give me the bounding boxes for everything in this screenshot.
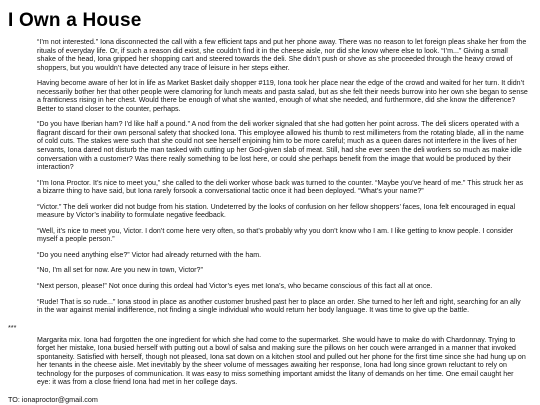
paragraph: “Rude! That is so rude...” Iona stood in place as another customer brushed past her to place an order. She turned to her left and right, searching for an ally in the war against menial indifference, not finding a single individual who would return her body language. It was time to give up the battle. xyxy=(37,298,521,315)
email-to-line: TO: ionaproctor@gmail.com xyxy=(8,394,98,404)
paragraph: “Victor.” The deli worker did not budge from his station. Undeterred by the looks of confusion on her fellow shoppers’ faces, Iona felt encouraged in equal measure by Victor’s inability to formulate negative feedback. xyxy=(37,203,516,220)
document-body xyxy=(8,39,532,404)
paragraph: Having become aware of her lot in life as Market Basket daily shopper #119, Iona took her place near the edge of the crowd and waited for her turn. It didn’t necessarily bother her that other people were clamoring for lunch meats and pasta salad, but as she felt their needs burrow into her own she began to sense a franticness rising in her chest. Would there be enough of what she wanted, enough of what she needed, and furthermore, did she know the difference? Better to stand closer to the counter, perhaps. xyxy=(37,80,528,113)
paragraph: “Well, it’s nice to meet you, Victor. I don’t come here very often, so that’s probably why you don’t know who I am. I like getting to know people. I consider myself a people person.” xyxy=(37,227,514,244)
section-separator: *** xyxy=(8,322,17,332)
paragraph: Margarita mix. Iona had forgotten the one ingredient for which she had come to the supermarket. She would have to make do with Chardonnay. Trying to forget her mistake, Iona busied herself with putting out a bowl of salsa and making sure the pillows on her couch were arranged in a manner that invoked spontaneity. Satisfied with herself, though not pleased, Iona sat down on a kitchen stool and pulled out her phone for the first time since she had hung up on her tenants in the cheese aisle. Met inevitably by the sheer volume of messages awaiting her response, Iona had long since grown reluctant to rely on technology for the purposes of communication. It was easy to miss something important amidst the litany of demands on her time. One email caught her eye: it was from a close friend Iona had met in her college days. xyxy=(37,336,526,387)
paragraph: “No, I’m all set for now. Are you new in town, Victor?” xyxy=(37,267,203,275)
paragraph: “I’m Iona Proctor. It’s nice to meet you,” she called to the deli worker whose back was turned to the counter. “Maybe you’ve heard of me.” This struck her as a bizarre thing to have said, but Iona rarely forsook a conversational tactic once it had been deployed. “What’s your name?” xyxy=(37,179,524,196)
paragraph: “Next person, please!” Not once during this ordeal had Victor’s eyes met Iona’s, who became conscious of this fact all at once. xyxy=(37,283,433,291)
paragraph: “Do you have Iberian ham? I’d like half a pound.” A nod from the deli worker signaled that she had gotten her point across. The deli slicers operated with a flagrant discard for their own personal safety that shocked Iona. This employee allowed his thumb to rest millimeters from the rotating blade, all in the name of cold cuts. The stakes were such that she could not see herself enjoining him to be more careful; much as a queen dares not interfere in the lives of her servants, Iona dared not disturb the man tasked with cutting up her God-given slab of meat. Still, had she ever seen the deli workers so much as make idle conversation with a customer? Was there really something to be lost here, or could she perhaps benefit from the image that would be produced by their interaction? xyxy=(37,121,524,172)
paragraph: “Do you need anything else?” Victor had already returned with the ham. xyxy=(37,251,262,259)
document-title: I Own a House xyxy=(8,10,142,31)
paragraph: “I’m not interested.” Iona disconnected the call with a few efficient taps and put her phone away. There was no reason to let foreign pleas shake her from the rituals of everyday life. Or, if such a reason did exist, she couldn’t find it in the cheese aisle, nor did she know where else to look. “I’m...” Giving a small shake of the head, Iona gripped her shopping cart and steered towards the deli. She didn’t push or shove as she proceeded through the heavy crowd of shoppers, but you wouldn’t have detected any trace of leisure in her steps either. xyxy=(37,39,527,72)
